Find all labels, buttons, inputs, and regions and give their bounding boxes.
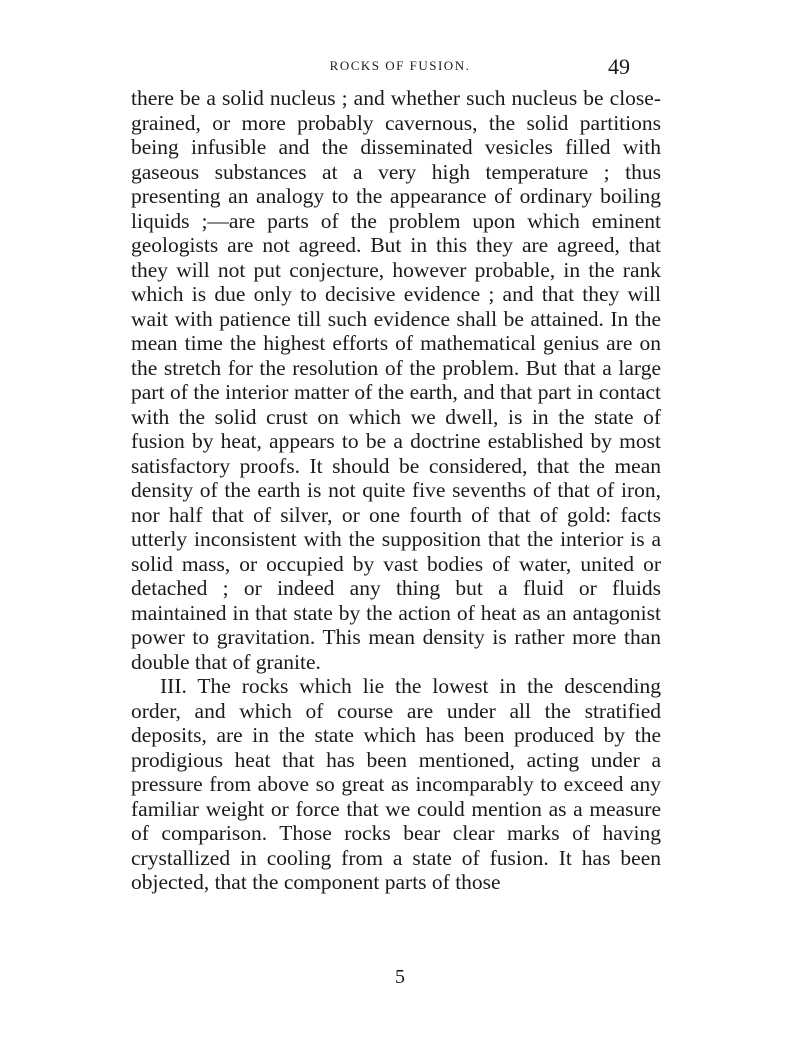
page-number: 49: [608, 54, 630, 79]
running-title: ROCKS OF FUSION.: [329, 58, 471, 73]
body-text: [131, 86, 661, 895]
paragraph-1: there be a solid nucleus ; and whether such nucleus be close-grained, or more probably cavernous, the solid partitions being infusible and the disseminated vesicles filled with gaseous substances at a very high temperature ; thus presenting an analogy to the appearance of ordinary boiling liquids ;—are parts of the problem upon which eminent geologists are not agreed. But in this they are agreed, that they will not put conjecture, however probable, in the rank which is due only to decisive evidence ; and that they will wait with patience till such evidence shall be attained. In the mean time the highest efforts of mathematical genius are on the stretch for the resolution of the problem. But that a large part of the interior matter of the earth, and that part in contact with the solid crust on which we dwell, is in the state of fusion by heat, appears to be a doctrine established by most satisfactory proofs. It should be considered, that the mean density of the earth is not quite five sevenths of that of iron, nor half that of silver, or one fourth of that of gold: facts utterly inconsistent with the supposition that the interior is a solid mass, or occupied by vast bodies of water, united or detached ; or indeed any thing but a fluid or fluids maintained in that state by the action of heat as an antagonist power to gravitation. This mean density is rather more than double that of granite.: [131, 86, 661, 674]
signature-mark: 5: [395, 966, 405, 988]
paragraph-2: III. The rocks which lie the lowest in the descending order, and which of course are under all the stratified deposits, are in the state which has been produced by the prodigious heat that has been mentioned, acting under a pressure from above so great as incomparably to exceed any familiar weight or force that we could mention as a measure of comparison. Those rocks bear clear marks of having crystallized in cooling from a state of fusion. It has been objected, that the component parts of those: [131, 674, 661, 894]
